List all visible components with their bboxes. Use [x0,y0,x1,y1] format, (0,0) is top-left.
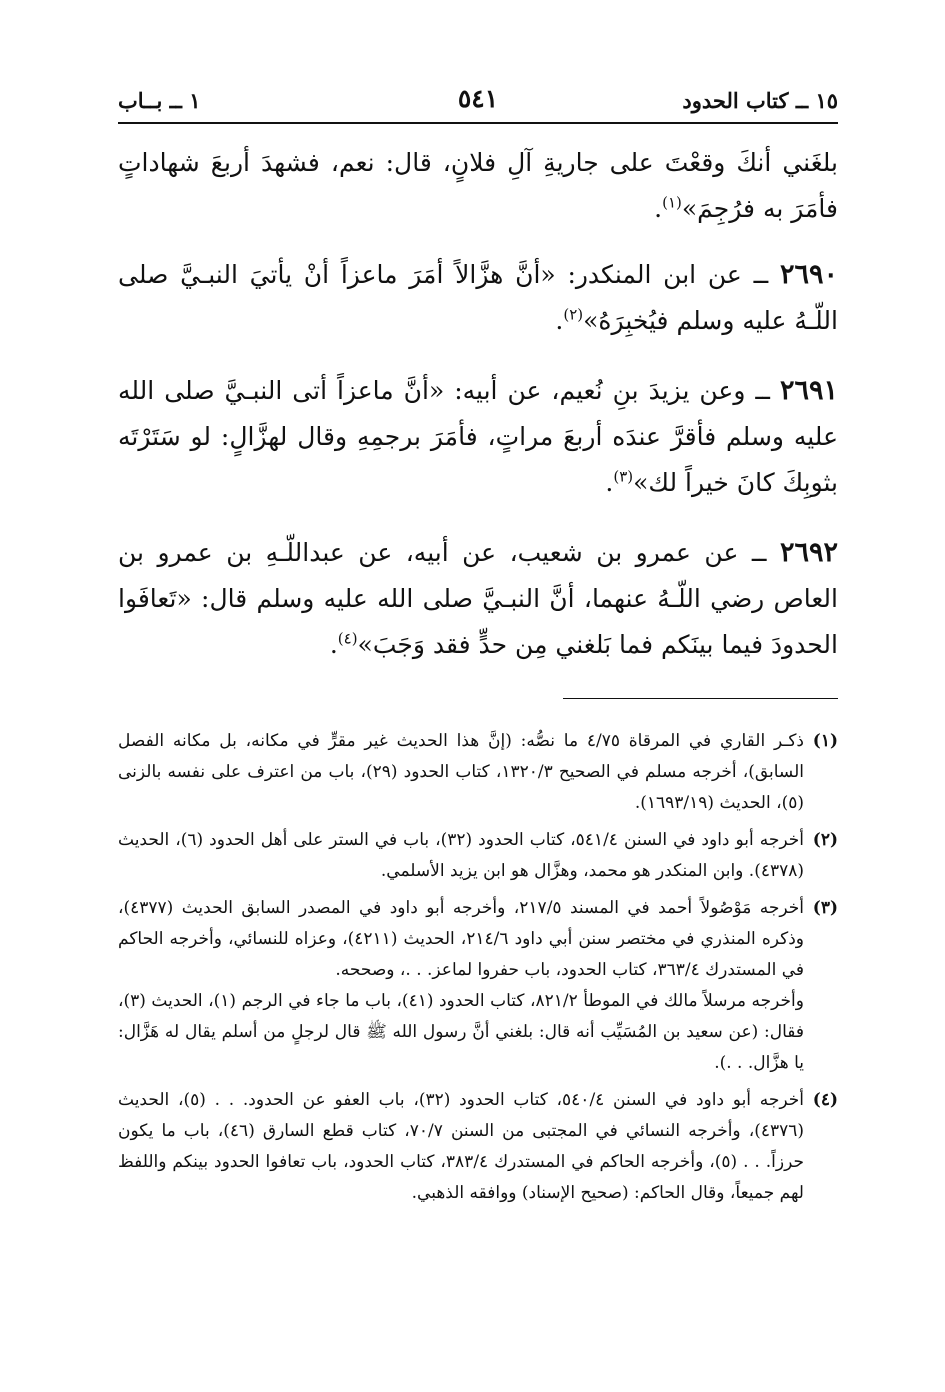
continuation-paragraph: بلغَني أنكَ وقعْتَ على جاريةِ آلِ فلانٍ، قال: نعم، فشهدَ أربعَ شهاداتٍ فأمَرَ به فرُجِمَ»$^{(١)}$. [118,148,838,223]
hadith-number: ٢٦٩٢ [779,537,838,568]
section-title: ١ ــ بــاب [118,88,201,113]
hadith-paragraph: ٢٦٩٢ ــ عن عمرو بن شعيب، عن أبيه، عن عبداللّـهِ بن عمرو بن العاص رضي اللّـهُ عنهما، أنَّ النبـيَّ صلى الله عليه وسلم قال: «تَعافَوا الحدودَ فيما بينَكم فما بَلغني مِن حدٍّ فقد وَجَبَ»$^{(٤)}$. [118,537,838,659]
footnote-ref: (٤) [337,629,358,648]
footnote [118,726,838,819]
chapter-title: ١٥ ــ كتاب الحدود [682,88,838,113]
footnote-ref: (٣) [613,467,634,486]
hadith-text: ــ عن عمرو بن شعيب، عن أبيه، عن عبداللّـهِ بن عمرو بن العاص رضي اللّـهُ عنهما، أنَّ النبـيَّ صلى الله عليه وسلم قال: «تَعافَوا الحدودَ فيما بينَكم فما بَلغني مِن حدٍّ فقد وَجَبَ» [118,538,838,659]
footnote-body [118,893,804,1079]
footnote-number: (١) [812,731,838,751]
footnote-text: ذكـر القاري في المرقاة ٤/٧٥ ما نصُّه: (إنَّ هذا الحديث غير مقرٍّ في مكانه، بل مكانه الفصل السابق)، أخرجه مسلم في الصحيح ١٣٢٠/٣، كتاب الحدود (٢٩)، باب من اعترف على نفسه بالزنى (٥)، الحديث (١٦٩٣/١٩). [118,731,804,813]
footnote-number: (٣) [812,898,838,918]
continuation-text: بلغَني أنكَ وقعْتَ على جاريةِ آلِ فلانٍ، قال: نعم، فشهدَ أربعَ شهاداتٍ فأمَرَ به فرُجِمَ» [118,148,838,223]
running-header [118,84,838,120]
footnote-text: أخرجه مَوْصُولاً أحمد في المسند ٢١٧/٥، وأخرجه أبو داود في المصدر السابق الحديث (٤٣٧٧)، وذكره المنذري في مختصر سنن أبي داود ٢١٤/٦، الحديث (٤٢١١)، وعزاه للنسائي، وأخرجه الحاكم في المستدرك ٣٦٣/٤، كتاب الحدود، باب حفروا لماعز. . .، وصححه. [118,898,804,980]
footnote-separator [118,698,838,700]
hadith-paragraph: ٢٦٩٠ ــ عن ابن المنكدر: «أنَّ هزَّالاً أمَرَ ماعزاً أنْ يأتيَ النبـيَّ صلى اللّـهُ عليه وسلم فيُخبِرَهُ»$^{(٢)}$. [118,259,838,335]
footnotes [118,726,838,1209]
page-number: ٥٤١ [457,84,499,113]
footnote [118,825,838,887]
book-page [118,84,838,1215]
footnote-text: أخرجه أبو داود في السنن ٥٤٠/٤، كتاب الحدود (٣٢)، باب العفو عن الحدود. . . (٥)، الحديث (٤٣٧٦)، وأخرجه النسائي في المجتبى من السنن ٧٠/٧، كتاب قطع السارق (٤٦)، باب ما يكون حرزاً. . . (٥)، وأخرجه الحاكم في المستدرك ٣٨٣/٤، كتاب الحدود، باب تعافوا الحدود بينكم واللفظ لهم جميعاً، وقال الحاكم: (صحيح الإسناد) ووافقه الذهبي. [118,1090,804,1203]
footnote-body [118,1085,804,1209]
footnote-number: (٢) [812,830,838,850]
footnote [118,1085,838,1209]
footnote-body [118,825,804,887]
footnote-ref: (١) [662,193,682,212]
hadith-text: ــ وعن يزيدَ بنِ نُعيم، عن أبيه: «أنَّ ماعزاً أتى النبـيَّ صلى الله عليه وسلم فأقرَّ عندَه أربعَ مراتٍ، فأمَرَ برجمِهِ وقال لهزَّالٍ: لو سَتَرْتَه بثوبِكَ كانَ خيراً لك» [118,376,838,497]
main-text [118,140,838,668]
footnote-text: وأخرجه مرسلاً مالك في الموطأ ٨٢١/٢، كتاب الحدود (٤١)، باب ما جاء في الرجم (١)، الحديث (٣)، فقال: (عن سعيد بن المُسَيِّب أنه قال: بلغني أنَّ رسول الله ﷺ قال لرجلٍ من أسلم يقال له هَزَّال: يا هزَّال. . .). [118,991,804,1073]
footnote-text: أخرجه أبو داود في السنن ٥٤١/٤، كتاب الحدود (٣٢)، باب في الستر على أهل الحدود (٦)، الحديث (٤٣٧٨). وابن المنكدر هو محمد، وهزَّال هو ابن يزيد الأسلمي. [118,830,804,881]
footnote-ref: (٢) [563,305,584,324]
footnote-number: (٤) [812,1090,838,1110]
header-rule [118,122,838,124]
footnote [118,893,838,1079]
hadith-number: ٢٦٩٠ [779,259,838,290]
footnote-body [118,726,804,819]
hadith-number: ٢٦٩١ [779,375,838,406]
hadith-text: ــ عن ابن المنكدر: «أنَّ هزَّالاً أمَرَ ماعزاً أنْ يأتيَ النبـيَّ صلى اللّـهُ عليه وسلم فيُخبِرَهُ» [118,260,838,335]
hadith-paragraph: ٢٦٩١ ــ وعن يزيدَ بنِ نُعيم، عن أبيه: «أنَّ ماعزاً أتى النبـيَّ صلى الله عليه وسلم فأقرَّ عندَه أربعَ مراتٍ، فأمَرَ برجمِهِ وقال لهزَّالٍ: لو سَتَرْتَه بثوبِكَ كانَ خيراً لك»$^{(٣)}$. [118,375,838,497]
